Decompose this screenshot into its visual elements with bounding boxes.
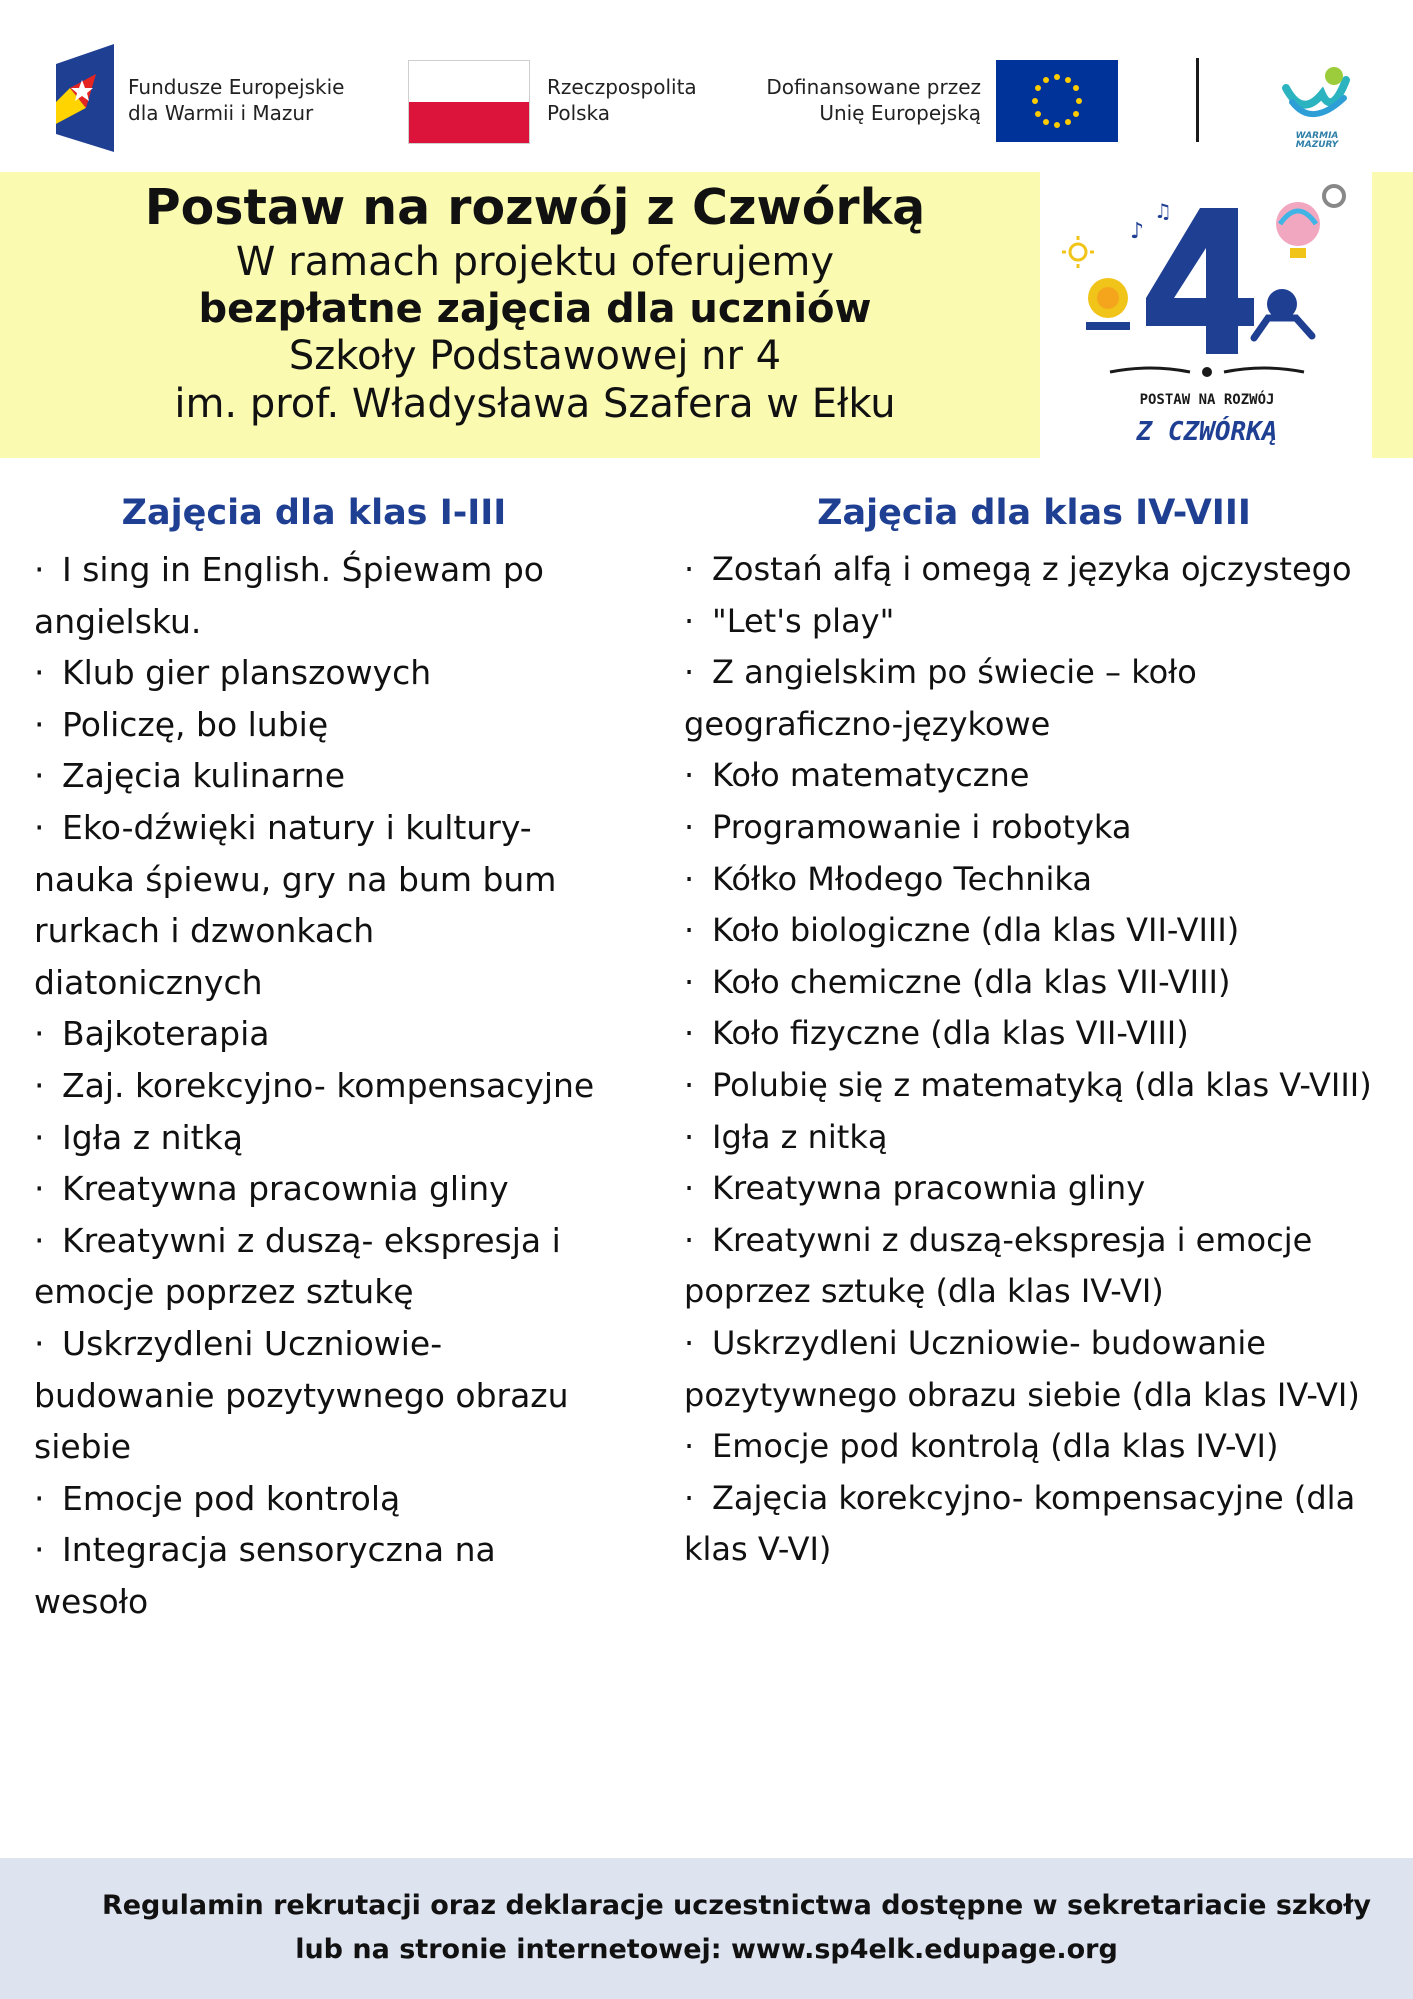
- list-item-text: Programowanie i robotyka: [712, 807, 1132, 846]
- list-item: [684, 1060, 1384, 1112]
- list-item-text: Kreatywna pracownia gliny: [62, 1169, 509, 1209]
- list-item-text: Eko-dźwięki natury i kultury- nauka śpiewu, gry na bum bum rurkach i dzwonkach diatonicznych: [34, 807, 557, 1002]
- bullet-icon: ·: [684, 1220, 695, 1259]
- list-item-text: Zajęcia korekcyjno- kompensacyjne (dla klas V-VI): [684, 1478, 1356, 1569]
- hero-text: [60, 178, 1010, 428]
- list-item-text: Igła z nitką: [62, 1117, 243, 1157]
- list-item-text: Koło chemiczne (dla klas VII-VIII): [712, 962, 1231, 1001]
- list-item: [684, 1215, 1384, 1318]
- column-heading-grades-4-8: Zajęcia dla klas IV-VIII: [817, 493, 1251, 533]
- list-item-text: Zajęcia kulinarne: [62, 756, 346, 796]
- list-item-text: I sing in English. Śpiewam po angielsku.: [34, 550, 544, 641]
- bullet-icon: ·: [34, 1530, 45, 1570]
- list-item-text: Uskrzydleni Uczniowie- budowanie pozytywnego obrazu siebie (dla klas IV-VI): [684, 1323, 1360, 1414]
- list-item-text: Kreatywni z duszą- ekspresja i emocje poprzez sztukę: [34, 1220, 561, 1312]
- poland-flag-red: [409, 102, 529, 143]
- bullet-icon: ·: [34, 807, 45, 847]
- eu-flag: [996, 60, 1118, 142]
- hero-line-2: bezpłatne zajęcia dla uczniów: [198, 286, 872, 332]
- list-item: [684, 1163, 1384, 1215]
- list-item-text: Zostań alfą i omegą z języka ojczystego: [712, 550, 1352, 588]
- list-item: [684, 854, 1384, 906]
- bullet-icon: ·: [684, 859, 695, 898]
- list-item: [34, 699, 604, 751]
- hero-line-3: Szkoły Podstawowej nr 4: [288, 333, 782, 379]
- activity-list-grades-1-3: [34, 544, 604, 1627]
- list-item: [34, 1318, 604, 1473]
- svg-text:♫: ♫: [1154, 199, 1172, 223]
- bullet-icon: ·: [684, 1169, 695, 1208]
- bullet-icon: ·: [684, 1323, 695, 1362]
- bullet-icon: ·: [34, 653, 45, 693]
- svg-text:♪: ♪: [1130, 219, 1145, 244]
- list-item: [684, 905, 1384, 957]
- column-grades-1-3: [34, 482, 604, 1627]
- list-item: [34, 1163, 604, 1215]
- bullet-icon: ·: [34, 756, 45, 796]
- bullet-icon: ·: [684, 756, 695, 795]
- fe-line-2: dla Warmii i Mazur: [128, 101, 314, 125]
- list-item: [34, 1215, 604, 1318]
- list-item-text: "Let's play": [712, 601, 895, 640]
- footer-line-1: Regulamin rekrutacji oraz deklaracje uczestnictwa dostępne w sekretariacie szkoły: [101, 1890, 1372, 1921]
- column-heading-grades-1-3: Zajęcia dla klas I-III: [121, 493, 507, 533]
- eu-caption: [766, 74, 981, 126]
- bullet-icon: ·: [34, 1323, 45, 1363]
- hero-line-1: W ramach projektu oferujemy: [235, 239, 835, 285]
- list-item: [34, 750, 604, 802]
- list-item-text: Kółko Młodego Technika: [712, 859, 1092, 898]
- bullet-icon: ·: [34, 704, 45, 744]
- list-item: [34, 1112, 604, 1164]
- list-item-text: Bajkoterapia: [62, 1014, 270, 1054]
- poland-caption: [547, 74, 697, 126]
- bullet-icon: ·: [684, 807, 695, 846]
- bullet-icon: ·: [34, 1169, 45, 1209]
- bullet-icon: ·: [34, 1117, 45, 1157]
- svg-text:MAZURY: MAZURY: [1295, 140, 1339, 148]
- bullet-icon: ·: [684, 1117, 695, 1156]
- bullet-icon: ·: [34, 550, 45, 589]
- logo-bar: [0, 0, 1413, 170]
- eu-line-1: Dofinansowane przez: [766, 75, 981, 99]
- list-item: [34, 1524, 604, 1627]
- list-item: [684, 802, 1384, 854]
- list-item-text: Policzę, bo lubię: [62, 704, 329, 744]
- fe-line-1: Fundusze Europejskie: [128, 75, 345, 99]
- footer-info: [0, 1858, 1413, 1999]
- logo-caption-2: Z CZWÓRKĄ: [1136, 417, 1278, 447]
- list-item: [34, 1060, 604, 1112]
- eu-line-2: Unię Europejską: [819, 101, 981, 125]
- pl-line-1: Rzeczpospolita: [547, 75, 697, 99]
- bullet-icon: ·: [684, 653, 695, 692]
- list-item-text: Polubię się z matematyką (dla klas V-VIII): [712, 1065, 1372, 1104]
- list-item-text: Zaj. korekcyjno- kompensacyjne: [62, 1065, 595, 1105]
- list-item: [684, 1318, 1384, 1421]
- list-item-text: Klub gier planszowych: [62, 653, 432, 693]
- list-item: [34, 1008, 604, 1060]
- european-funds-caption: [128, 74, 344, 126]
- bullet-icon: ·: [684, 1065, 695, 1104]
- list-item: [684, 1008, 1384, 1060]
- bullet-icon: ·: [34, 1220, 45, 1260]
- warmia-mazury-logo: [1272, 58, 1362, 148]
- pl-line-2: Polska: [547, 101, 611, 125]
- list-item-text: Uskrzydleni Uczniowie- budowanie pozytywnego obrazu siebie: [34, 1323, 569, 1467]
- postaw-na-rozwoj-logo: [1050, 178, 1364, 454]
- bullet-icon: ·: [684, 1427, 695, 1466]
- list-item: [684, 750, 1384, 802]
- list-item: [684, 544, 1384, 596]
- bullet-icon: ·: [684, 962, 695, 1001]
- bullet-icon: ·: [34, 1478, 45, 1518]
- list-item: [34, 1473, 604, 1525]
- bullet-icon: ·: [34, 1014, 45, 1054]
- list-item: [684, 1473, 1384, 1576]
- bullet-icon: ·: [34, 1065, 45, 1105]
- column-grades-4-8: [684, 482, 1384, 1576]
- list-item-text: Koło matematyczne: [712, 756, 1030, 795]
- list-item: [684, 957, 1384, 1009]
- list-item-text: Z angielskim po świecie – koło geograficzno-językowe: [684, 653, 1197, 743]
- list-item: [684, 647, 1384, 750]
- list-item-text: Integracja sensoryczna na wesoło: [34, 1530, 496, 1621]
- european-funds-logo: [56, 44, 114, 152]
- svg-text:WARMIA: WARMIA: [1295, 131, 1339, 141]
- list-item: [684, 596, 1384, 648]
- bullet-icon: ·: [684, 1014, 695, 1053]
- bullet-icon: ·: [684, 1478, 695, 1517]
- hero-line-4: im. prof. Władysława Szafera w Ełku: [174, 381, 896, 427]
- footer-line-2: lub na stronie internetowej: www.sp4elk.edupage.org: [295, 1934, 1118, 1965]
- list-item: [34, 647, 604, 699]
- bullet-icon: ·: [684, 601, 695, 640]
- hero-title: Postaw na rozwój z Czwórką: [144, 179, 926, 236]
- list-item: [684, 1421, 1384, 1473]
- list-item-text: Igła z nitką: [712, 1117, 888, 1156]
- poland-flag: [408, 60, 530, 144]
- list-item-text: Emocje pod kontrolą: [62, 1478, 401, 1518]
- bullet-icon: ·: [684, 550, 695, 588]
- list-item: [34, 544, 604, 647]
- logo-caption-1: POSTAW NA ROZWÓJ: [1139, 392, 1275, 408]
- list-item: [684, 1112, 1384, 1164]
- poland-flag-white: [409, 61, 529, 102]
- logo-divider: [1196, 58, 1199, 142]
- list-item-text: Emocje pod kontrolą (dla klas IV-VI): [712, 1427, 1279, 1466]
- list-item-text: Kreatywna pracownia gliny: [712, 1169, 1146, 1208]
- bullet-icon: ·: [684, 911, 695, 950]
- list-item-text: Koło fizyczne (dla klas VII-VIII): [712, 1014, 1189, 1053]
- list-item-text: Kreatywni z duszą-ekspresja i emocje poprzez sztukę (dla klas IV-VI): [684, 1220, 1313, 1311]
- activity-list-grades-4-8: [684, 544, 1384, 1576]
- list-item-text: Koło biologiczne (dla klas VII-VIII): [712, 911, 1240, 950]
- list-item: [34, 802, 604, 1008]
